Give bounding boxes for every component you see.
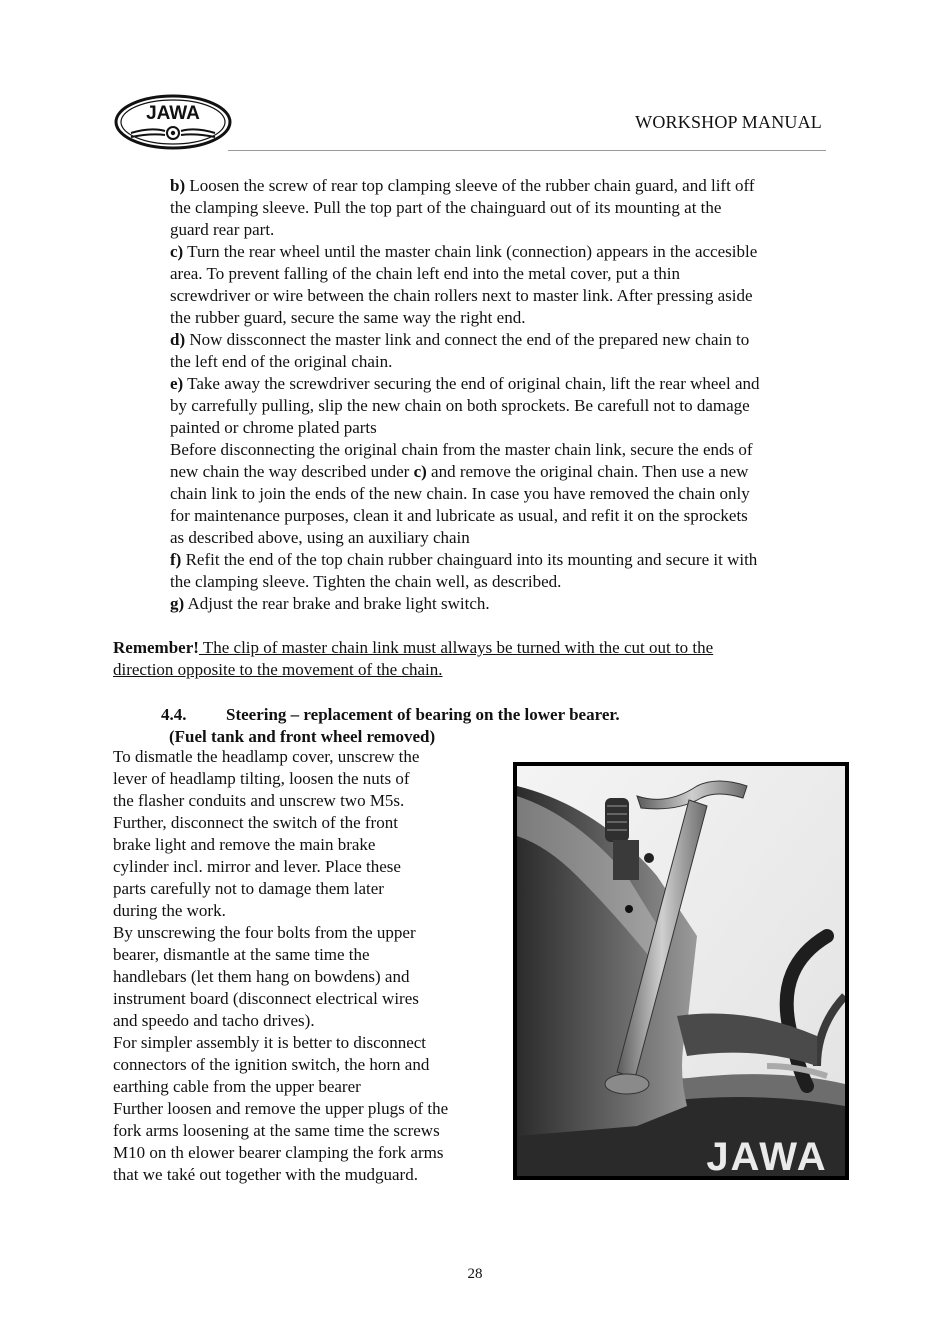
steering-tool-photo xyxy=(513,762,849,1180)
logo-lettering: JAWA xyxy=(146,103,200,124)
steering-instructions: To dismatle the headlamp cover, unscrew the lever of headlamp tilting, loosen the nuts of the flasher conduits and unscrew two M5s. Further, disconnect the switch of the front brake light and remove the main brake cylinder incl. mirror and lever. Place these parts carefully not to damage them later during the work. By unscrewing the four bolts from the upper bearer, dismantle at the same time the handlebars (let them hang on bowdens) and instrument board (disconnect electrical wires and speedo and tacho drives). For simpler assembly it is better to disconnect connectors of the ignition switch, the horn and earthing cable from the upper bearer Further loosen and remove the upper plugs of the fork arms loosening at the same time the screws M10 on th elower bearer clamping the fork arms that we také out together with the mudguard. xyxy=(113,747,449,1184)
procedure-steps xyxy=(170,175,850,615)
page-number: 28 xyxy=(467,1266,483,1282)
section-number: 4.4. xyxy=(161,705,187,724)
step-b: b) Loosen the screw of rear top clamping sleeve of the rubber chain guard, and lift off the clamping sleeve. Pull the top part of the chainguard out of its mounting at the guard rear part. xyxy=(170,176,755,239)
note-original-chain: Before disconnecting the original chain from the master chain link, secure the ends of new chain the way described under c) and remove the original chain. Then use a new chain link to join the ends of the new chain. In case you have removed the chain only for maintenance purposes, clean it and lubricate as usual, and refit it on the sprockets as described above, using an auxiliary chain xyxy=(170,440,753,547)
remember-note: Remember! The clip of master chain link must allways be turned with the cut out to the direction opposite to the movement of the chain. xyxy=(113,638,714,679)
section-title: Steering – replacement of bearing on the lower bearer. xyxy=(226,705,620,724)
photo-tank-lettering: JAWA xyxy=(706,1135,828,1176)
step-e: e) Take away the screwdriver securing the end of original chain, lift the rear wheel and by carrefully pulling, slip the new chain on both sprockets. Be carefull not to damage painted or chrome plated parts xyxy=(170,374,760,437)
step-d: d) Now dissconnect the master link and connect the end of the prepared new chain to the left end of the original chain. xyxy=(170,330,750,371)
jawa-logo xyxy=(113,93,233,151)
step-c: c) Turn the rear wheel until the master chain link (connection) appears in the accesible area. To prevent falling of the chain left end into the metal cover, put a thin screwdriver or wire between the chain rollers next to master link. After pressing aside the rubber guard, secure the same way the right end. xyxy=(170,242,758,327)
header-divider xyxy=(228,150,826,151)
step-f: f) Refit the end of the top chain rubber chainguard into its mounting and secure it with the clamping sleeve. Tighten the chain well, as described. xyxy=(170,550,758,591)
header-title: WORKSHOP MANUAL xyxy=(635,112,822,132)
section-subtitle: (Fuel tank and front wheel removed) xyxy=(169,727,436,746)
section-heading xyxy=(161,704,821,748)
step-g: g) Adjust the rear brake and brake light switch. xyxy=(170,594,490,613)
remember-label: Remember! xyxy=(113,638,199,657)
